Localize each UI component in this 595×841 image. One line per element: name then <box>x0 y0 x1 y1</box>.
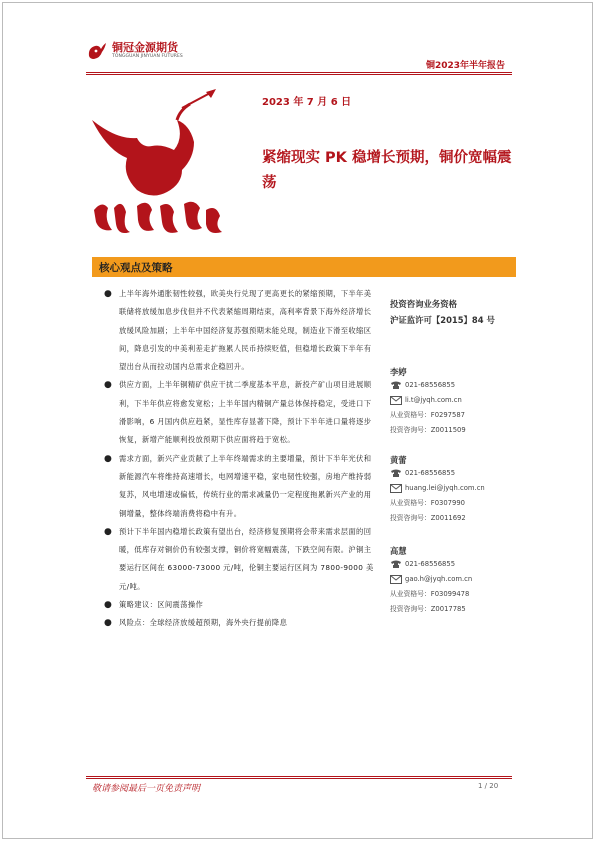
report-date: 2023 年 7 月 6 日 <box>262 97 352 108</box>
email-icon <box>390 575 402 584</box>
company-name-cn: 铜冠金源期货 <box>112 41 178 54</box>
bull-logo-icon <box>86 40 108 62</box>
phone-icon <box>390 469 402 478</box>
key-point-text: 需求方面，新兴产业贡献了上半年终端需求的主要增量，预计下半年光伏和新能源汽车将维持高速增长，电网增速平稳，家电韧性较强，房地产维持弱复苏，风电增速或偏低，传统行业的需求减量仍一定程度拖累新兴产业的用铜增量，整体终端消费将稳中有升。 <box>119 453 372 518</box>
analyst-email[interactable]: li.t@jyqh.com.cn <box>405 396 462 404</box>
disclaimer-note: 敬请参阅最后一页免责声明 <box>92 784 201 794</box>
report-title: 紧缩现实 PK 稳增长预期，铜价宽幅震荡 <box>262 150 512 191</box>
key-points-list <box>104 285 376 633</box>
header-divider-thin <box>86 74 512 75</box>
analyst-phone: 021-68556855 <box>405 560 456 568</box>
phone-icon <box>390 381 402 390</box>
page-number: 1 / 20 <box>478 782 499 790</box>
phone-icon <box>390 560 402 569</box>
analyst-name: 黄蕾 <box>390 455 407 465</box>
bullet-dot-icon: ● <box>104 526 113 537</box>
email-icon <box>390 484 402 493</box>
key-point <box>104 285 376 376</box>
header-divider <box>86 72 512 73</box>
bullet-dot-icon: ● <box>104 600 113 611</box>
analyst-card <box>390 454 520 526</box>
analyst-cert: 从业资格号：F0297587 <box>390 411 465 419</box>
qualification-line: 投资咨询业务资格 <box>390 299 457 309</box>
analyst-cert: 从业资格号：F03099478 <box>390 590 470 598</box>
analyst-advisory: 投资咨询号：Z0017785 <box>390 605 466 613</box>
analyst-advisory: 投资咨询号：Z0011509 <box>390 426 466 434</box>
key-point <box>104 596 376 614</box>
analyst-advisory: 投资咨询号：Z0011692 <box>390 514 466 522</box>
bullet-dot-icon: ● <box>104 380 113 391</box>
key-point-text: 供应方面，上半年铜精矿供应干扰二季度基本平息，新投产矿山项目进展顺利，下半年供应将愈发宽松；上半年国内精铜产量总体保持稳定，受进口下滑影响，6 月国内供应趋紧，显性库存显著下降，预计下半年进口量将逐步恢复，新增产能顺利投放预期下供应面将趋于宽松。 <box>119 380 372 445</box>
key-point <box>104 376 376 449</box>
footer-divider-thin <box>86 778 512 779</box>
key-point <box>104 523 376 596</box>
analyst-name: 李婷 <box>390 367 407 377</box>
analyst-cert: 从业资格号：F0307990 <box>390 499 465 507</box>
analyst-phone: 021-68556855 <box>405 469 456 477</box>
key-point-text: 策略建议：区间震荡操作 <box>119 600 204 610</box>
qualification-block <box>390 296 520 328</box>
bullet-dot-icon: ● <box>104 289 113 299</box>
analyst-phone: 021-68556855 <box>405 381 456 389</box>
email-icon <box>390 396 402 405</box>
company-logo <box>86 40 183 62</box>
key-point <box>104 614 376 632</box>
bull-calligraphy-icon <box>82 80 262 260</box>
footer-divider <box>86 776 512 777</box>
key-point-text: 预计下半年国内稳增长政策有望出台，经济修复预期将会带来需求层面的回暖，低库存对铜价仍有较强支撑，铜价将宽幅震荡，下跌空间有限。沪铜主要运行区间在 63000-73000 元/吨，伦铜主要运行区间为 7800-9000 美元/吨。 <box>119 526 374 591</box>
bullet-dot-icon: ● <box>104 453 113 464</box>
report-tag: 铜2023年半年报告 <box>425 61 505 71</box>
license-line: 沪证监许可【2015】84 号 <box>390 315 495 325</box>
analyst-email[interactable]: gao.h@jyqh.com.cn <box>405 575 473 583</box>
key-point <box>104 450 376 523</box>
key-point-text: 风险点：全球经济放缓超预期，海外央行提前降息 <box>119 618 288 628</box>
analyst-email[interactable]: huang.lei@jyqh.com.cn <box>405 484 485 492</box>
key-point-text: 上半年海外通胀韧性较强，欧美央行兑现了更高更长的紧缩预期，下半年美联储将放缓加息步伐但并不代表紧缩周期结束，高利率背景下海外经济增长放缓风险加剧；上半年中国经济复苏强预期未能兑现，制造业下滑至收缩区间，降息引发的中美利差走扩拖累人民币持续贬值，但稳增长政策下半年有望出台从而拉动国内总需求企稳回升。 <box>119 289 372 372</box>
analyst-name: 高慧 <box>390 546 407 556</box>
analyst-card <box>390 366 520 438</box>
company-name-en: TONGGUAN JINYUAN FUTURES <box>112 54 183 59</box>
analyst-card <box>390 545 520 617</box>
bullet-dot-icon: ● <box>104 618 113 629</box>
section-title: 核心观点及策略 <box>99 262 173 274</box>
